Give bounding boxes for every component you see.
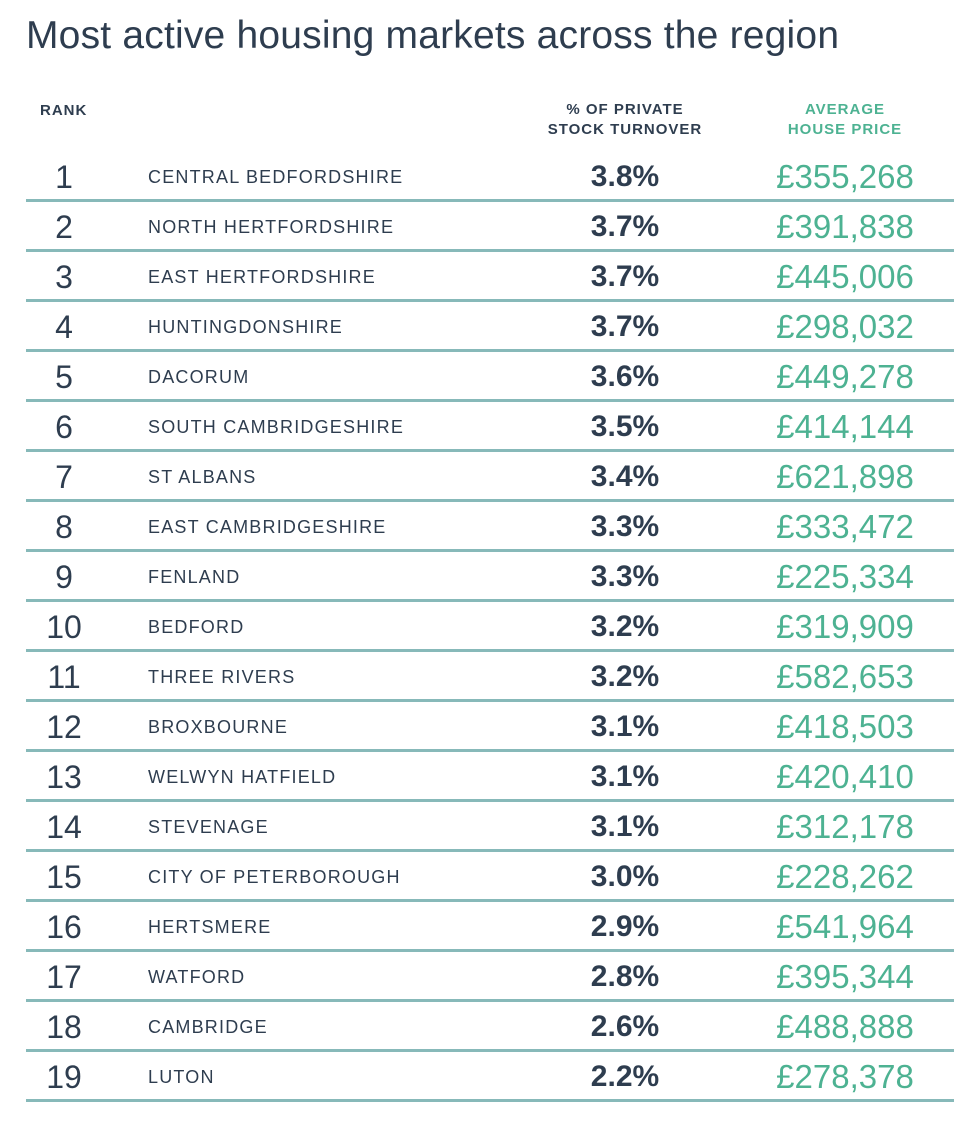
table-row xyxy=(26,702,954,752)
turnover-cell: 3.1% xyxy=(590,810,660,843)
turnover-cell: 2.6% xyxy=(590,1010,660,1043)
turnover-cell: 3.0% xyxy=(590,860,660,893)
page-title: Most active housing markets across the region xyxy=(26,14,840,57)
area-name-cell: WATFORD xyxy=(148,967,246,987)
table-row xyxy=(26,602,954,652)
turnover-cell: 3.7% xyxy=(590,260,660,293)
area-name-cell: CENTRAL BEDFORDSHIRE xyxy=(148,167,404,187)
price-cell: £228,262 xyxy=(776,858,914,895)
rank-cell: 14 xyxy=(46,809,82,845)
area-name-cell: EAST HERTFORDSHIRE xyxy=(148,267,376,287)
turnover-cell: 3.7% xyxy=(590,310,660,343)
price-cell: £319,909 xyxy=(776,608,914,645)
rank-cell: 13 xyxy=(46,759,82,795)
turnover-cell: 3.2% xyxy=(590,610,660,643)
price-cell: £225,334 xyxy=(776,558,914,595)
rank-cell: 1 xyxy=(55,159,73,195)
price-cell: £298,032 xyxy=(776,308,914,345)
table-row xyxy=(26,252,954,302)
turnover-cell: 3.1% xyxy=(590,760,660,793)
area-name-cell: CITY OF PETERBOROUGH xyxy=(148,867,401,887)
column-header-price: AVERAGE HOUSE PRICE xyxy=(787,101,903,138)
column-header-turnover: % OF PRIVATE STOCK TURNOVER xyxy=(547,101,703,138)
table-row xyxy=(26,802,954,852)
area-name-cell: BEDFORD xyxy=(148,617,245,637)
rank-cell: 8 xyxy=(55,509,73,545)
column-header-rank: RANK xyxy=(40,102,88,119)
rank-cell: 6 xyxy=(55,409,73,445)
turnover-cell: 3.6% xyxy=(590,360,660,393)
table-row xyxy=(26,652,954,702)
table-row xyxy=(26,902,954,952)
rank-cell: 5 xyxy=(55,359,73,395)
rank-cell: 2 xyxy=(55,209,73,245)
price-cell: £449,278 xyxy=(776,358,914,395)
rank-cell: 11 xyxy=(47,659,81,695)
table-row xyxy=(26,402,954,452)
area-name-cell: FENLAND xyxy=(148,567,241,587)
turnover-cell: 2.8% xyxy=(590,960,660,993)
price-cell: £278,378 xyxy=(776,1058,914,1095)
turnover-cell: 3.8% xyxy=(590,160,660,193)
rank-cell: 9 xyxy=(55,559,73,595)
table-row xyxy=(26,152,954,202)
market-table xyxy=(26,152,954,1102)
area-name-cell: LUTON xyxy=(148,1067,215,1087)
rank-cell: 12 xyxy=(46,709,82,745)
price-cell: £355,268 xyxy=(776,158,914,195)
area-name-cell: ST ALBANS xyxy=(148,467,257,487)
table-row xyxy=(26,352,954,402)
price-cell: £391,838 xyxy=(776,208,914,245)
table-row xyxy=(26,202,954,252)
area-name-cell: DACORUM xyxy=(148,367,250,387)
area-name-cell: SOUTH CAMBRIDGESHIRE xyxy=(148,417,405,437)
price-cell: £582,653 xyxy=(776,658,914,695)
turnover-cell: 3.2% xyxy=(590,660,660,693)
table-row xyxy=(26,752,954,802)
turnover-cell: 3.5% xyxy=(590,410,660,443)
area-name-cell: WELWYN HATFIELD xyxy=(148,767,337,787)
rank-cell: 16 xyxy=(46,909,82,945)
area-name-cell: NORTH HERTFORDSHIRE xyxy=(148,217,395,237)
price-cell: £445,006 xyxy=(776,258,914,295)
area-name-cell: STEVENAGE xyxy=(148,817,269,837)
price-cell: £420,410 xyxy=(776,758,914,795)
table-row xyxy=(26,1002,954,1052)
rank-cell: 4 xyxy=(55,309,73,345)
price-cell: £333,472 xyxy=(776,508,914,545)
rank-cell: 17 xyxy=(46,959,82,995)
turnover-cell: 3.7% xyxy=(590,210,660,243)
table-row xyxy=(26,502,954,552)
table-row xyxy=(26,952,954,1002)
turnover-cell: 3.3% xyxy=(590,510,660,543)
table-row xyxy=(26,1052,954,1102)
rank-cell: 7 xyxy=(55,459,73,495)
rank-cell: 18 xyxy=(46,1009,82,1045)
table-row xyxy=(26,302,954,352)
turnover-cell: 3.3% xyxy=(590,560,660,593)
table-row xyxy=(26,852,954,902)
rank-cell: 10 xyxy=(46,609,82,645)
price-cell: £621,898 xyxy=(776,458,914,495)
area-name-cell: HUNTINGDONSHIRE xyxy=(148,317,344,337)
turnover-cell: 2.2% xyxy=(590,1060,660,1093)
rank-cell: 3 xyxy=(55,259,73,295)
price-cell: £414,144 xyxy=(776,408,914,445)
price-cell: £541,964 xyxy=(776,908,914,945)
table-row xyxy=(26,452,954,502)
turnover-cell: 3.1% xyxy=(590,710,660,743)
area-name-cell: CAMBRIDGE xyxy=(148,1017,268,1037)
rank-cell: 19 xyxy=(46,1059,82,1095)
price-cell: £395,344 xyxy=(776,958,914,995)
area-name-cell: EAST CAMBRIDGESHIRE xyxy=(148,517,387,537)
price-cell: £418,503 xyxy=(776,708,914,745)
turnover-cell: 2.9% xyxy=(590,910,660,943)
turnover-cell: 3.4% xyxy=(590,460,660,493)
area-name-cell: HERTSMERE xyxy=(148,917,272,937)
price-cell: £488,888 xyxy=(776,1008,914,1045)
area-name-cell: BROXBOURNE xyxy=(148,717,289,737)
area-name-cell: THREE RIVERS xyxy=(148,667,296,687)
table-row xyxy=(26,552,954,602)
rank-cell: 15 xyxy=(46,859,82,895)
price-cell: £312,178 xyxy=(776,808,914,845)
